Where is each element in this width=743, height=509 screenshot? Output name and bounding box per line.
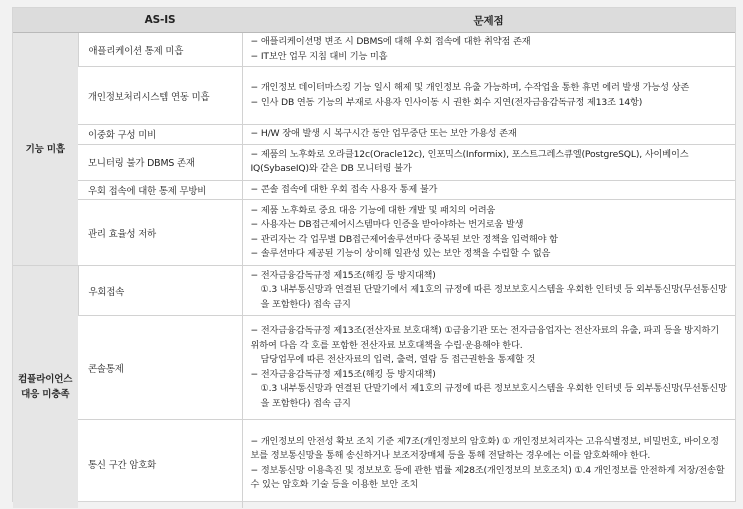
issue-desc (242, 180, 735, 200)
table-row (13, 33, 735, 67)
issue-desc (242, 144, 735, 180)
issue-desc (242, 420, 735, 508)
asis-item: 우회접속 (78, 266, 242, 316)
issue-line: − 전자금융감독규정 제15조(해킹 등 방지대책) (250, 368, 436, 380)
issue-line: − 솔루션마다 제공된 기능이 상이해 일관성 있는 보안 정책을 수립할 수 없음 (250, 248, 551, 259)
table-row (13, 125, 735, 145)
issue-desc (242, 33, 735, 67)
issue-desc (242, 316, 735, 420)
issue-line: − 정보통신망 이용촉진 및 정보보호 등에 관한 법률 제28조(개인정보의 보호조치) ①.4 개인정보를 안전하게 저장/전송할 수 있는 암호화 기술 등을 이용한 보안 조치 (250, 464, 725, 491)
asis-item: 애플리케이션 통제 미흡 (78, 33, 242, 67)
asis-item: 콘솔통제 (78, 316, 242, 420)
table-row (13, 266, 735, 316)
table-row (13, 316, 735, 420)
category-cell (13, 33, 78, 266)
table-row (13, 144, 735, 180)
comparison-table-container (12, 7, 736, 502)
table-row (13, 67, 735, 125)
issue-line: − IT보안 업무 지침 대비 기능 미흡 (250, 50, 388, 62)
asis-item: 개인정보처리시스템 연동 미흡 (78, 67, 242, 125)
table-row (13, 420, 735, 508)
asis-item: 모니터링 불가 DBMS 존재 (78, 144, 242, 180)
issue-desc (242, 200, 735, 266)
issue-desc (242, 125, 735, 145)
table-row (13, 200, 735, 266)
issue-line: − 제품 노후화로 중요 대응 기능에 대한 개발 및 패치의 어려움 (250, 204, 496, 216)
asis-item: 통신 구간 암호화 (78, 420, 242, 508)
asis-issues-table (13, 8, 735, 508)
issue-line: − 관리자는 각 업무별 DB접근제어솔루션마다 중복된 보안 정책을 입력해야 함 (250, 233, 558, 245)
issue-desc (242, 67, 735, 125)
table-header-row (13, 8, 735, 33)
category-label: 대응 미충족 (21, 388, 70, 400)
issue-line: − 사용자는 DB접근제어시스템마다 인증을 받아야하는 번거로움 발생 (250, 219, 524, 230)
issue-line: 담당업무에 따른 전산자료의 입력, 출력, 열람 등 접근권한을 통제할 것 (260, 354, 536, 365)
issue-desc (242, 266, 735, 316)
header-issues: 문제점 (242, 8, 735, 33)
header-category (13, 8, 78, 33)
issue-line: − H/W 장애 발생 시 복구시간 동안 업무중단 또는 보안 가용성 존재 (250, 128, 517, 139)
issue-line: − 제품의 노후화로 오라클12c(Oracle12c), 인포믹스(Informix), 포스트그레스큐엘(PostgreSQL), 사이베이스IQ(SybaseIQ)와 같은 DB 모니터링 불가 (250, 148, 689, 174)
asis-item: 우회 접속에 대한 통제 무방비 (78, 180, 242, 200)
issue-line: − 애플리케이션명 변조 시 DBMS에 대해 우회 접속에 대한 취약점 존재 (250, 36, 531, 47)
issue-line: ①.3 내부통신망과 연결된 단말기에서 제1호의 규정에 따른 정보보호시스템을 우회한 인터넷 등 외부통신망(무선통신망을 포함한다) 접속 금지 (260, 284, 727, 310)
category-cell (13, 266, 78, 508)
category-label: 컴플라이언스 (18, 373, 73, 385)
header-asis: AS-IS (78, 8, 242, 33)
asis-item: 관리 효율성 저하 (78, 200, 242, 266)
asis-item: 이중화 구성 미비 (78, 125, 242, 145)
issue-line: − 개인정보의 안전성 확보 조치 기준 제7조(개인정보의 암호화) ① 개인정보처리자는 고유식별정보, 비밀번호, 바이오정보를 정보통신망을 통해 송신하거나 보조저장매체 등을 통해 전달하는 경우에는 이를 암호화해야 한다. (250, 435, 719, 462)
issue-line: ①.3 내부통신망과 연결된 단말기에서 제1호의 규정에 따른 정보보호시스템을 우회한 인터넷 등 외부통신망(무선통신망을 포함한다) 접속 금지 (260, 383, 727, 409)
issue-line: − 인사 DB 연동 기능의 부재로 사용자 인사이동 시 권한 회수 지연(전자금융감독규정 제13조 14항) (250, 96, 643, 108)
table-row (13, 180, 735, 200)
category-label: 기능 미흡 (25, 143, 65, 155)
issue-line: − 전자금융감독규정 제13조(전산자료 보호대책) ①금융기관 또는 전자금융업자는 전산자료의 유출, 파괴 등을 방지하기 위하여 다음 각 호를 포함한 전산자료 보호대책을 수립·운용해야 한다. (250, 325, 719, 351)
issue-line: − 전자금융감독규정 제15조(해킹 등 방지대책) (250, 269, 436, 281)
issue-line: − 콘솔 접속에 대한 우회 접속 사용자 통제 불가 (250, 183, 438, 195)
issue-line: − 개인정보 데이터마스킹 기능 일시 해제 및 개인정보 유출 가능하며, 수작업을 통한 휴먼 에러 발생 가능성 상존 (250, 82, 690, 93)
